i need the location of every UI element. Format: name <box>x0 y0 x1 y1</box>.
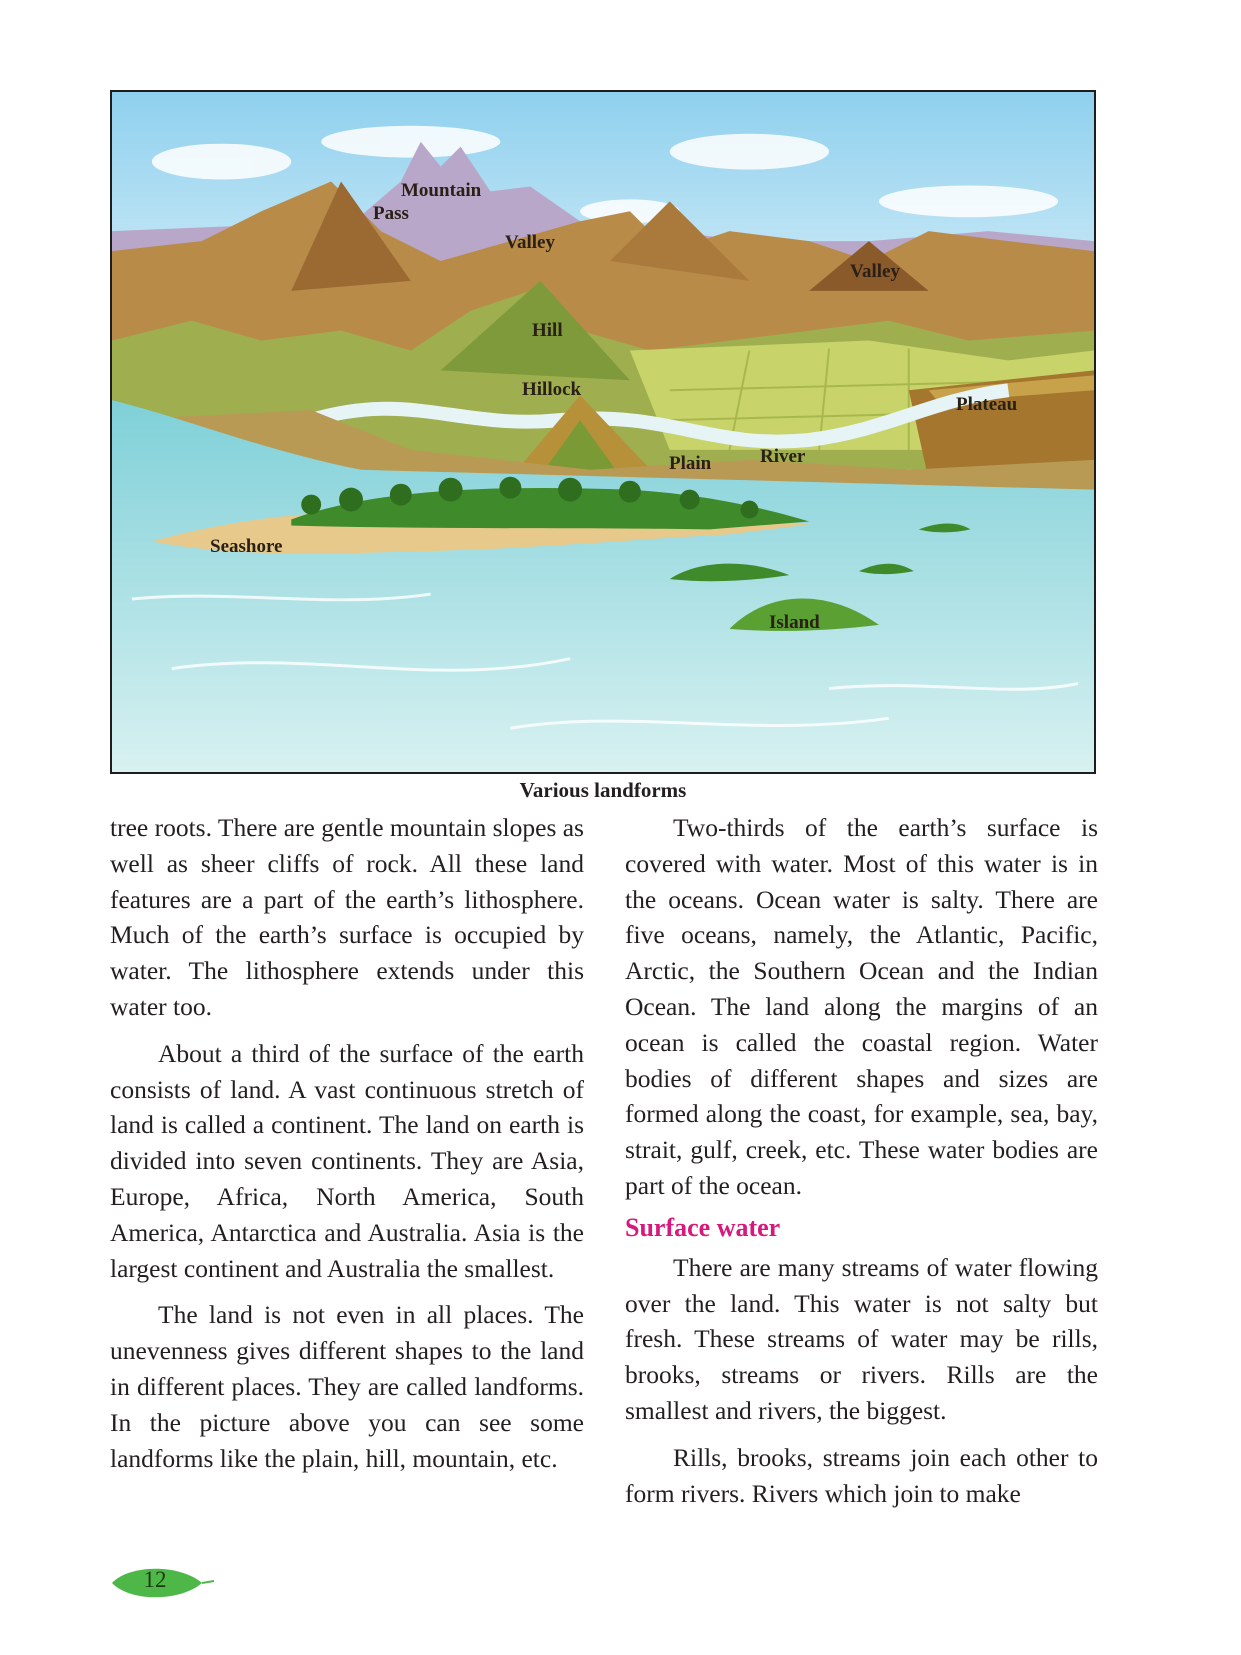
label-seashore: Seashore <box>210 536 283 557</box>
label-island: Island <box>769 612 820 633</box>
left-paragraph-3: The land is not even in all places. The unevenness gives different shapes to the land in different places. They are called landforms. In the picture above you can see some landforms like the plain, hill, mountain, etc. <box>110 1300 584 1473</box>
label-plain: Plain <box>669 453 712 474</box>
right-paragraph-2: There are many streams of water flowing over the land. This water is not salty but fresh. These streams of water may be rills, brooks, streams or rivers. Rills are the smallest and rivers, the biggest. <box>625 1252 1098 1425</box>
label-plateau: Plateau <box>956 394 1018 415</box>
left-paragraph-1: tree roots. There are gentle mountain slopes as well as sheer cliffs of rock. All these land features are a part of the earth’s lithosphere. Much of the earth’s surface is occupied by water. The lithosphere extends under this water too. <box>110 813 584 1021</box>
landforms-illustration <box>110 90 1096 774</box>
label-mountain: Mountain <box>401 180 482 201</box>
figure-caption: Various landforms <box>519 778 687 802</box>
left-paragraph-2: About a third of the surface of the earth consists of land. A vast continuous stretch of land is called a continent. The land on earth is divided into seven continents. They are Asia, Europe, Africa, North America, South America, Antarctica and Australia. Asia is the largest continent and Australia the smallest. <box>110 1038 584 1283</box>
section-heading-surface-water: Surface water <box>625 1212 781 1242</box>
label-valley: Valley <box>505 232 555 253</box>
label-valley-right: Valley <box>850 261 900 282</box>
page-number: 12 <box>143 1567 167 1592</box>
label-river: River <box>760 446 806 467</box>
label-hill: Hill <box>532 320 563 341</box>
left-column <box>110 810 584 1476</box>
label-hillock: Hillock <box>522 379 582 400</box>
right-column <box>625 810 1098 1511</box>
label-pass: Pass <box>373 203 409 224</box>
right-paragraph-1: Two-thirds of the earth’s surface is covered with water. Most of this water is in the oceans. Ocean water is salty. There are five oceans, namely, the Atlantic, Pacific, Arctic, the Southern Ocean and the Indian Ocean. The land along the margins of an ocean is called the coastal region. Water bodies of different shapes and sizes are formed along the coast, for example, sea, bay, strait, gulf, creek, etc. These water bodies are part of the ocean. <box>625 813 1098 1200</box>
landforms-drawing <box>112 92 1094 772</box>
right-paragraph-3: Rills, brooks, streams join each other to form rivers. Rivers which join to make <box>625 1442 1098 1508</box>
